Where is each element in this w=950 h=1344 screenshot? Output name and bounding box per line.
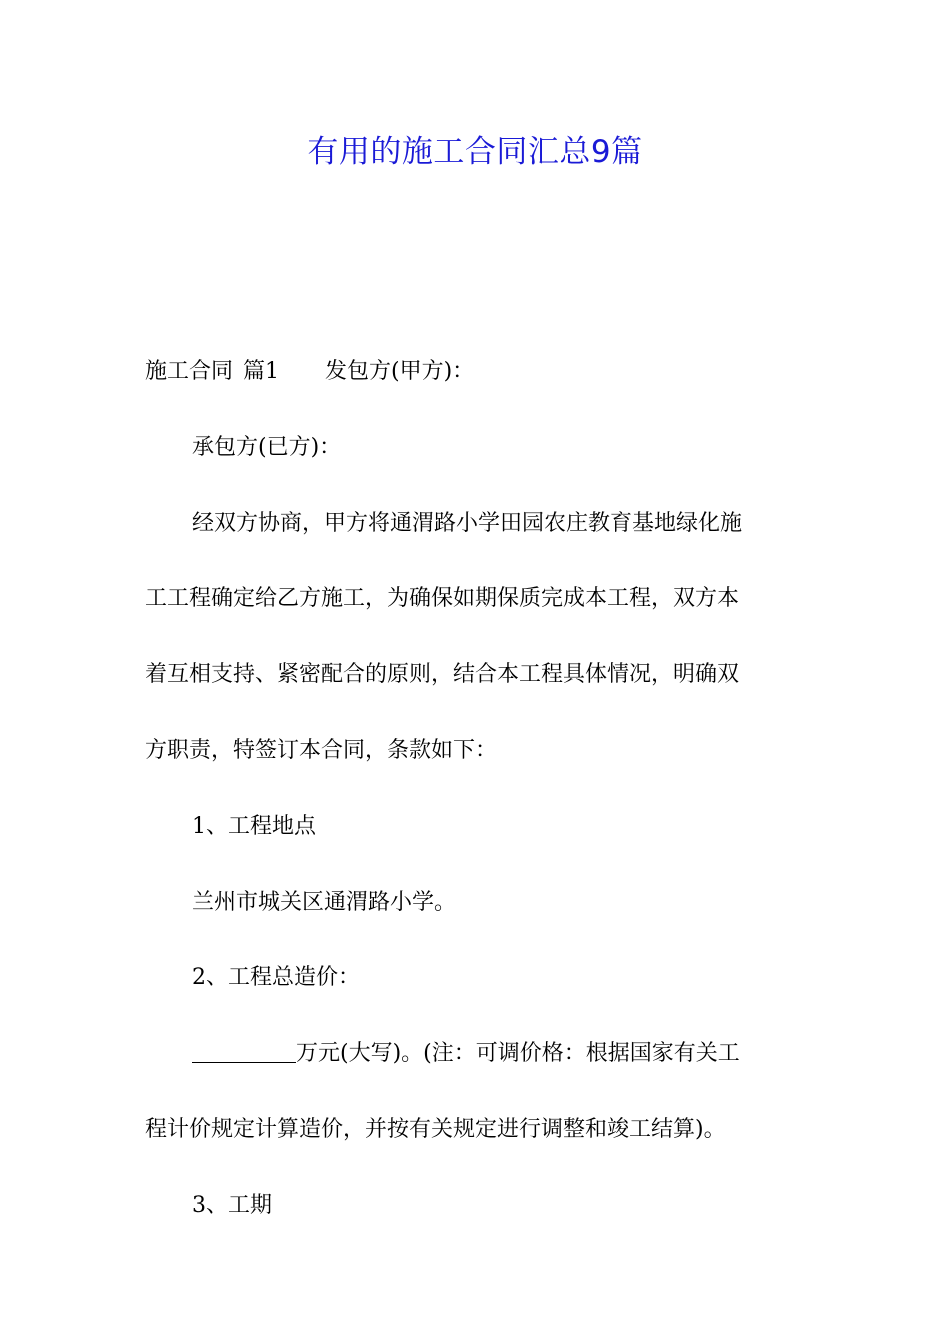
clause-2-text-line-2: 程计价规定计算造价，并按有关规定进行调整和竣工结算)。 xyxy=(145,1116,726,1142)
clause-2-heading: 2、工程总造价： xyxy=(192,965,360,991)
section-number: 篇1 xyxy=(243,359,280,384)
section-label: 施工合同 xyxy=(145,359,234,384)
clause-2-text: 万元(大写)。(注：可调价格：根据国家有关工 xyxy=(296,1041,740,1067)
intro-paragraph-line-2: 工工程确定给乙方施工，为确保如期保质完成本工程，双方本 xyxy=(145,586,740,612)
clause-3-heading: 3、工期 xyxy=(192,1192,272,1218)
document-title: 有用的施工合同汇总9篇 xyxy=(307,134,643,170)
intro-paragraph-line-3: 着互相支持、紧密配合的原则，结合本工程具体情况，明确双 xyxy=(145,662,740,688)
party-a-label: 发包方(甲方)： xyxy=(325,359,475,384)
clause-2-text-line-1 xyxy=(145,1016,815,1092)
intro-paragraph-line-1: 经双方协商，甲方将通渭路小学田园农庄教育基地绿化施 xyxy=(192,510,743,536)
party-b-label: 承包方(已方)： xyxy=(192,434,342,460)
intro-paragraph-line-4: 方职责，特签订本合同，条款如下： xyxy=(145,737,498,763)
amount-blank xyxy=(192,1038,296,1063)
clause-1-heading: 1、工程地点 xyxy=(192,813,316,839)
clause-1-text: 兰州市城关区通渭路小学。 xyxy=(192,889,457,915)
section-header-line xyxy=(145,334,815,410)
document-body xyxy=(145,334,815,1244)
